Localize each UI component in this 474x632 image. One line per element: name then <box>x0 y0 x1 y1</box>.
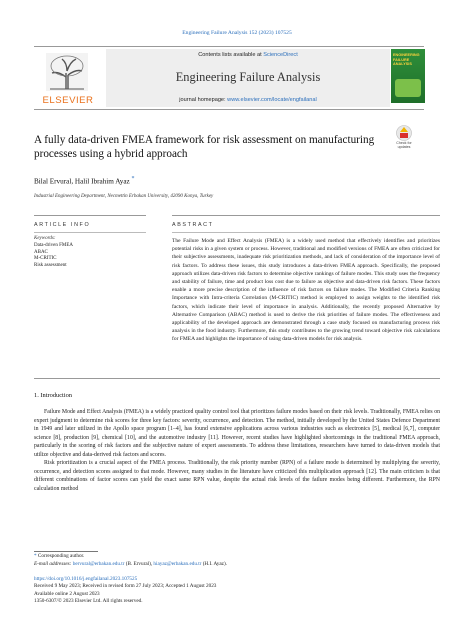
available-online: Available online 2 August 2023 <box>34 590 100 597</box>
divider <box>172 232 440 233</box>
article-title: A fully data-driven FMEA framework for risk assessment on manufacturing processes using a hybrid approach <box>34 134 375 160</box>
corresponding-label: Corresponding author. <box>37 553 85 559</box>
homepage-line <box>106 97 390 103</box>
keyword: ABAC <box>34 249 48 255</box>
authors: Bilal Ervural, Halil Ibrahim Ayaz <box>34 177 130 186</box>
email-line <box>34 561 227 569</box>
contents-line <box>106 52 390 58</box>
abstract-text: The Failure Mode and Effect Analysis (FMEA) is a widely used method that effectively identifies and prioritizes potential risks in a given system or process. However, traditional and modified versions of FMEA are often criticized for their subjective assessments, inadequate risk prioritization methods, and lack of consideration of the importance level of risk factors. To address these issues, this study introduces a data-driven FMEA approach. Specifically, the proposed approach utilizes data-driven risk factors to determine objective rankings of failure modes. This study uses the frequency and stability of failure, time and product loss cost due to failure as objective and data-driven risk factors. These factors enable a more precise description of the influence of risk factors on failure modes. The Modified Criteria Ranking Importance with Intra-criteria Correlation (M-CRITIC) method is employed to assign weights to the identified risk factors, which indicate their level of importance in analysis. Additionally, the recently proposed Alternative by Alternative Comparison (ABAC) method is used to derive the risk priorities of failure modes. The effectiveness and applicability of the developed approach are demonstrated through a case study focused on manufacturing process risk analysis in the food industry. Furthermore, this study contributes to the growing trend toward objective risk calculations for FMEA and highlights the importance of using data-driven models for risk analysis. <box>172 238 440 343</box>
introduction-body <box>34 408 440 493</box>
journal-name: Engineering Failure Analysis <box>175 70 321 84</box>
elsevier-tree-icon <box>46 53 88 91</box>
paragraph: Risk prioritization is a crucial aspect of the FMEA process. Traditionally, the risk priority number (RPN) of a failure mode is determined by multiplying the severity, occurrence, and detection scores assigned to that mode. However, many studies in the literature have criticized this multiplication approach [12]. The main criticism is that different combinations of factor scores can yield the exact same RPN value, despite the actual risk levels of the failure modes being different. Furthermore, the RPN calculation method <box>34 460 440 492</box>
divider <box>172 215 440 216</box>
journal-masthead <box>34 46 424 110</box>
journal-cover-image[interactable] <box>391 49 425 103</box>
article-info-heading: ARTICLE INFO <box>34 222 91 228</box>
divider <box>34 378 440 379</box>
divider <box>34 215 146 216</box>
check-updates-label: Check for updates <box>396 141 412 149</box>
sciencedirect-link[interactable]: ScienceDirect <box>263 52 298 58</box>
journal-header-panel <box>106 49 390 107</box>
keywords-list <box>34 243 73 269</box>
affiliation: Industrial Engineering Department, Necmettin Erbakan University, 42090 Konya, Turkey <box>34 194 214 199</box>
corresponding-author-note <box>34 553 227 561</box>
email-link-2[interactable]: hiayaz@erbakan.edu.tr <box>153 560 202 567</box>
corresponding-author-mark[interactable]: * <box>131 176 135 182</box>
doi-link[interactable]: https://doi.org/10.1016/j.engfailanal.2023.107525 <box>34 576 138 582</box>
abstract-heading: ABSTRACT <box>172 222 214 228</box>
article-metadata <box>34 576 216 606</box>
received-dates: Received 9 May 2023; Received in revised form 27 July 2023; Accepted 1 August 2023 <box>34 583 217 590</box>
footnote-mark[interactable]: * <box>34 553 37 559</box>
paragraph: Failure Mode and Effect Analysis (FMEA) is a widely practiced quality control tool that prioritizes failure modes based on their risk levels. Traditionally, FMEA relies on expert judgment to determine risk scores for three key factors: severity, occurrence, and detection. The method, initially developed by the United States Defence Department in 1949 and later utilized in the Apollo space program [1–4], has found extensive applications across various industries such as electronics [5], medical [6,7], computer science [8], production [9], chemical [10], and the automotive industry [11]. However, recent studies have highlighted shortcomings in the traditional FMEA approach, particularly in the scoring of risk factors and the subjective nature of expert assessments. To address these limitations, researchers have turned to data-driven models that utilize objective and data-derived risk factors and scores. <box>34 409 440 458</box>
check-for-updates-badge[interactable] <box>390 124 418 148</box>
cover-title: ENGINEERING FAILURE ANALYSIS <box>393 53 420 67</box>
footnote <box>34 553 227 568</box>
keyword: Risk assessment <box>34 262 67 268</box>
copyright: 1350-6307/© 2023 Elsevier Ltd. All rights reserved. <box>34 598 143 605</box>
homepage-prefix: journal homepage: <box>179 97 228 103</box>
email-owner-1: (B. Ervural), <box>125 560 153 567</box>
running-head[interactable]: Engineering Failure Analysis 152 (2023) 107525 <box>182 30 292 36</box>
footnote-divider <box>34 551 98 552</box>
keywords-label: Keywords: <box>34 236 56 241</box>
elsevier-wordmark: ELSEVIER <box>42 95 94 106</box>
email-owner-2: (H.I. Ayaz). <box>202 560 227 567</box>
keyword: M-CRITIC <box>34 256 57 262</box>
section-heading-introduction: 1. Introduction <box>34 392 72 399</box>
email-link-1[interactable]: bervural@erbakan.edu.tr <box>72 560 125 567</box>
author-list <box>34 176 135 185</box>
keyword: Data-driven FMEA <box>34 243 74 248</box>
divider <box>34 232 146 233</box>
homepage-link[interactable]: www.elsevier.com/locate/engfailanal <box>227 97 317 103</box>
contents-prefix: Contents lists available at <box>198 52 264 58</box>
cover-graphic <box>395 79 421 97</box>
email-label: E-mail addresses: <box>34 560 72 567</box>
elsevier-logo[interactable] <box>34 49 102 107</box>
